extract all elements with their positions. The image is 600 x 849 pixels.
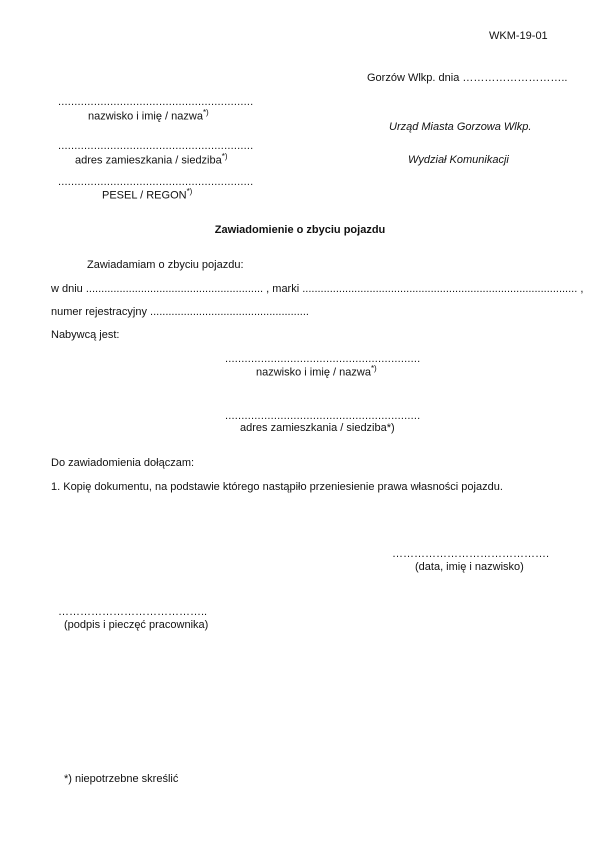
footnote: *) niepotrzebne skreślić	[64, 773, 179, 785]
document-title: Zawiadomienie o zbyciu pojazdu	[214, 224, 386, 236]
applicant-name-dots: ............................................................	[58, 96, 254, 108]
department-name: Wydział Komunikacji	[408, 154, 509, 166]
date-brand-line: w dniu .......................................................... , marki .......................................................................................... ,	[51, 283, 584, 295]
applicant-id-label: PESEL / REGON*)	[102, 187, 193, 202]
registration-line: numer rejestracyjny ....................................................	[51, 306, 309, 318]
attachments-heading: Do zawiadomienia dołączam:	[51, 457, 195, 469]
buyer-address-dots: ............................................................	[225, 410, 421, 422]
attachment-item-1: 1. Kopię dokumentu, na podstawie którego nastąpiło przeniesienie prawa własności pojazdu.	[51, 481, 503, 493]
applicant-address-label: adres zamieszkania / siedziba*)	[75, 152, 228, 167]
intro-text: Zawiadamiam o zbyciu pojazdu:	[87, 259, 244, 271]
buyer-heading: Nabywcą jest:	[51, 329, 120, 341]
applicant-name-label: nazwisko i imię / nazwa*)	[88, 108, 209, 123]
buyer-name-label: nazwisko i imię / nazwa*)	[256, 364, 377, 379]
applicant-signature-dots: …………………………………….	[392, 548, 550, 560]
office-name: Urząd Miasta Gorzowa Wlkp.	[389, 121, 532, 133]
buyer-name-dots: ............................................................	[225, 353, 421, 365]
form-code: WKM-19-01	[489, 30, 548, 42]
applicant-signature-label: (data, imię i nazwisko)	[415, 561, 524, 573]
applicant-address-dots: ............................................................	[58, 140, 254, 152]
place-date: Gorzów Wlkp. dnia ………………………..	[367, 72, 568, 84]
clerk-signature-label: (podpis i pieczęć pracownika)	[64, 619, 209, 631]
clerk-signature-dots: …………………………………..	[58, 606, 208, 618]
buyer-address-label: adres zamieszkania / siedziba*)	[240, 422, 395, 434]
applicant-id-dots: ............................................................	[58, 176, 254, 188]
